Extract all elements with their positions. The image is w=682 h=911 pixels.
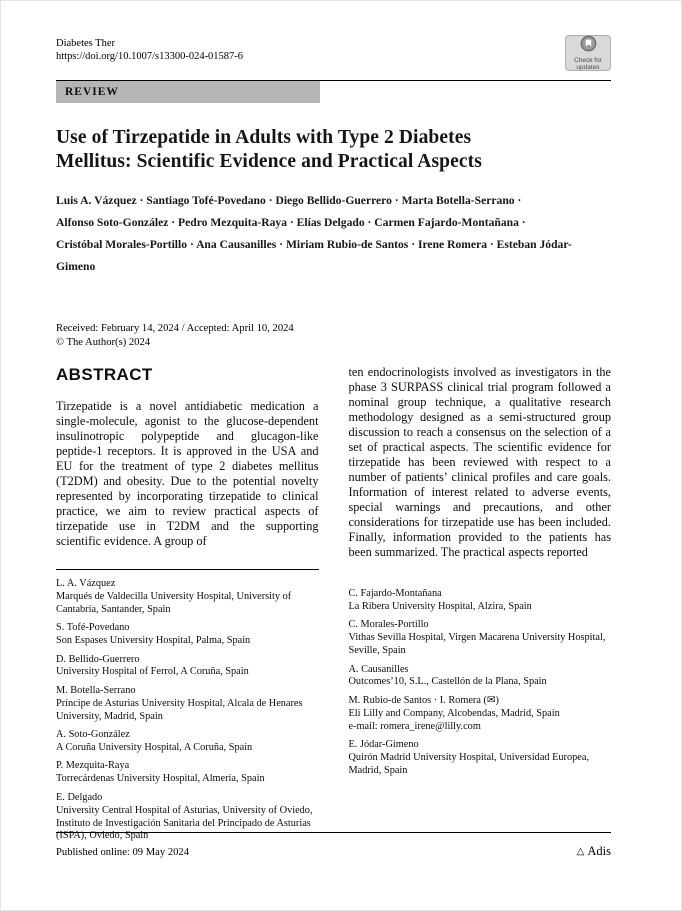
received-accepted-dates: Received: February 14, 2024 / Accepted: April 10, 2024	[56, 323, 294, 334]
affiliation-author: C. Fajardo-Montañana	[348, 588, 442, 599]
badge-text-line1: Check for	[574, 57, 602, 64]
abstract-text-right: ten endocrinologists involved as investigators in the phase 3 SURPASS clinical trial program followed a nominal group technique, a qualitative research methodology designed as a semi-structured group discussion to reach a consensus on the selection of a set of practical aspects. The scientific evidence for tirzepatide has been reviewed with respect to a number of patients’ clinical profiles and care goals. Information of interest related to adverse events, special warnings and precautions, and other considerations for tirzepatide use has been included. Finally, information provided to the patients has been summarized. The practical aspects reported	[348, 365, 611, 559]
affiliation-institution: La Ribera University Hospital, Alzira, Spain	[348, 600, 532, 612]
affiliation-institution: Príncipe de Asturias University Hospital, Alcala de Henares University, Madrid, Spain	[56, 697, 303, 722]
affiliation-author: A. Causanilles	[348, 663, 409, 675]
affiliation-author: P. Mezquita-Raya	[56, 760, 130, 772]
affiliation-entry	[349, 619, 612, 658]
journal-info	[56, 37, 243, 63]
affiliation-author: M. Rubio-de Santos · I. Romera (✉)	[348, 694, 499, 706]
affiliation-author: S. Tofé-Povedano	[56, 622, 130, 634]
abstract-right-column	[349, 365, 612, 560]
affiliation-entry	[56, 578, 319, 617]
affiliations-right-column	[349, 569, 612, 849]
adis-triangle-icon: △	[576, 846, 585, 857]
article-meta	[56, 322, 611, 349]
author-line: Luis A. Vázquez · Santiago Tofé-Povedano · Diego Bellido-Guerrero · Marta Botella-Serrano ·	[56, 194, 522, 207]
affiliation-author: D. Bellido-Guerrero	[56, 653, 140, 665]
badge-text-line2: updates	[576, 64, 600, 71]
copyright-line: © The Author(s) 2024	[56, 336, 151, 348]
affiliations-section	[56, 569, 611, 849]
abstract-section	[56, 365, 611, 560]
doi-link[interactable]: https://doi.org/10.1007/s13300-024-01587-6	[56, 51, 244, 62]
affiliation-entry	[56, 654, 319, 680]
affiliation-institution: Torrecárdenas University Hospital, Almería, Spain	[56, 773, 265, 785]
author-line: Alfonso Soto-González · Pedro Mezquita-Raya · Elías Delgado · Carmen Fajardo-Montañana ·	[56, 216, 526, 229]
affiliation-author: A. Soto-González	[56, 729, 130, 741]
abstract-text-left: Tirzepatide is a novel antidiabetic medication a single-molecule, agonist to the glucose-dependent insulinotropic polypeptide and glucagon-like peptide-1 receptors. It is approved in the USA and EU for the treatment of type 2 diabetes mellitus (T2DM) and obesity. Due to the potential novelty represented by incorporating tirzepatide to clinical practice, we aim to review practical aspects of tirzepatide use in T2DM and the supporting scientific evidence. A group of	[56, 399, 319, 548]
affiliation-email[interactable]: e-mail: romera_irene@lilly.com	[348, 720, 481, 732]
affiliation-author: M. Botella-Serrano	[56, 684, 136, 696]
article-type-label: REVIEW	[65, 86, 119, 98]
affiliation-entry	[349, 739, 612, 778]
title-line-2: Mellitus: Scientific Evidence and Practical Aspects	[56, 151, 482, 172]
article-type-bar	[56, 81, 320, 103]
affiliation-institution: Quirón Madrid University Hospital, Universidad Europea, Madrid, Spain	[348, 751, 589, 776]
affiliation-institution: University Central Hospital of Asturias, University of Oviedo, Instituto de Investigación Sanitaria del Principado de Asturias (ISPA), Oviedo, Spain	[56, 804, 313, 842]
affiliations-left-column	[56, 569, 319, 849]
published-online-date: Published online: 09 May 2024	[56, 847, 190, 858]
affiliation-entry	[56, 729, 319, 755]
affiliation-institution: Vithas Sevilla Hospital, Virgen Macarena University Hospital, Seville, Spain	[348, 632, 606, 657]
title-line-1: Use of Tirzepatide in Adults with Type 2 Diabetes	[56, 127, 472, 148]
affiliation-entry	[349, 588, 612, 614]
author-list	[56, 190, 611, 278]
affiliation-author: C. Morales-Portillo	[348, 619, 429, 631]
page-header	[56, 37, 611, 71]
affiliation-institution: Son Espases University Hospital, Palma, Spain	[56, 635, 251, 647]
affiliation-entry	[349, 664, 612, 690]
affiliation-institution: A Coruña University Hospital, A Coruña, Spain	[56, 741, 253, 753]
footer-divider	[56, 832, 611, 833]
adis-logo-text: Adis	[587, 844, 611, 858]
page-footer	[56, 832, 611, 859]
check-for-updates-badge[interactable]	[565, 35, 611, 71]
abstract-left-column	[56, 365, 319, 560]
author-line: Cristóbal Morales-Portillo · Ana Causanilles · Miriam Rubio-de Santos · Irene Romera · Esteban Jódar-Gimeno	[56, 238, 572, 273]
affiliation-institution: Eli Lilly and Company, Alcobendas, Madrid, Spain	[348, 707, 560, 719]
affiliation-author: E. Jódar-Gimeno	[348, 739, 419, 751]
journal-name: Diabetes Ther	[56, 38, 115, 49]
adis-logo	[577, 844, 611, 859]
affiliation-institution: University Hospital of Ferrol, A Coruña, Spain	[56, 666, 249, 678]
paper-title	[56, 126, 611, 174]
affiliation-entry	[56, 685, 319, 724]
affiliation-institution: Outcomes’10, S.L., Castellón de la Plana, Spain	[348, 676, 547, 688]
abstract-heading: ABSTRACT	[56, 365, 153, 384]
affiliation-entry	[349, 695, 612, 734]
affiliation-institution: Marqués de Valdecilla University Hospital, University of Cantabria, Santander, Spain	[56, 590, 292, 615]
affiliation-author: L. A. Vázquez	[56, 578, 116, 589]
affiliation-entry	[56, 622, 319, 648]
affiliation-entry	[56, 760, 319, 786]
check-updates-icon	[580, 35, 597, 57]
affiliation-author: E. Delgado	[56, 791, 103, 803]
